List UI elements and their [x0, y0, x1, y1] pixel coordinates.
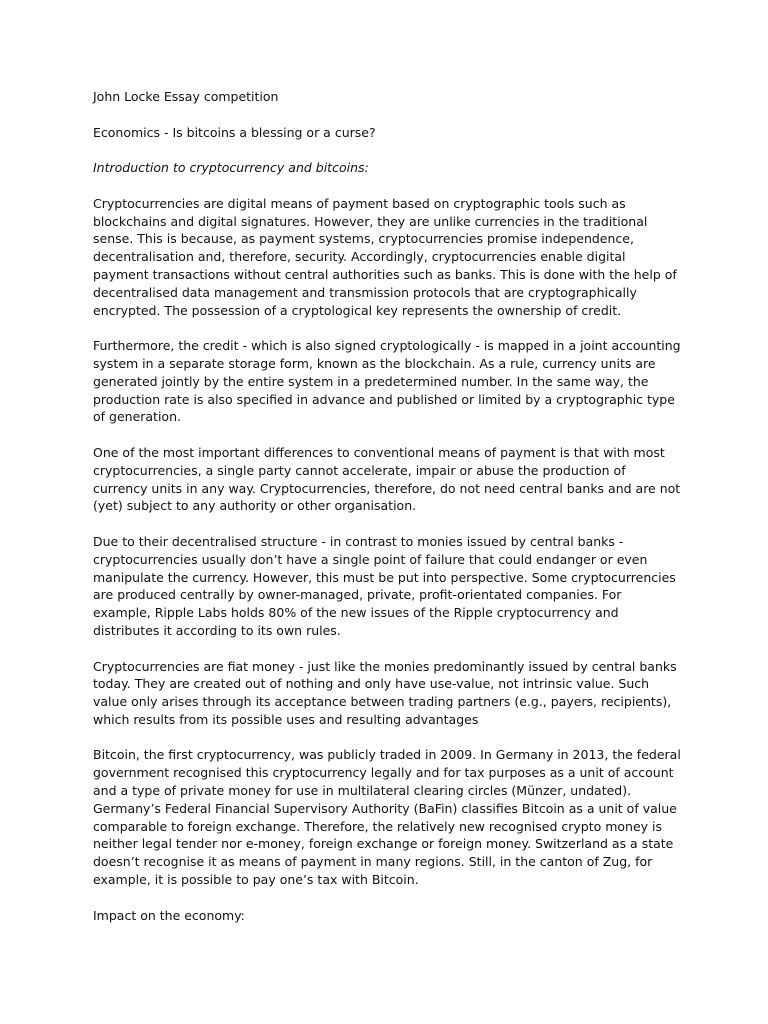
essay-title: Economics - Is bitcoins a blessing or a curse?	[93, 124, 376, 140]
impact-section-heading: Impact on the economy:	[93, 907, 245, 923]
paragraph-3: One of the most important differences to conventional means of payment is that with most cryptocurrencies, a single party cannot accelerate, impair or abuse the production of currency units in any way. Cryptocurrencies, therefore, do not need central banks and are not (yet) subject to any authority or other organisation.	[93, 444, 681, 514]
paragraph-1: Cryptocurrencies are digital means of payment based on cryptographic tools such as blockchains and digital signatures. However, they are unlike currencies in the traditional sense. This is because, as payment systems, cryptocurrencies promise independence, decentralisation and, therefore, security. Accordingly, cryptocurrencies enable digital payment transactions without central authorities such as banks. This is done with the help of decentralised data management and transmission protocols that are cryptographically encrypted. The possession of a cryptological key represents the ownership of credit.	[93, 195, 677, 318]
paragraph-2: Furthermore, the credit - which is also signed cryptologically - is mapped in a joint accounting system in a separate storage form, known as the blockchain. As a rule, currency units are generated jointly by the entire system in a predetermined number. In the same way, the production rate is also specified in advance and published or limited by a cryptographic type of generation.	[93, 338, 681, 425]
paragraph-6: Bitcoin, the first cryptocurrency, was publicly traded in 2009. In Germany in 2013, the federal government recognised this cryptocurrency legally and for tax purposes as a unit of account and a type of private money for use in multilateral clearing circles (Münzer, undated). Germany’s Federal Financial Supervisory Authority (BaFin) classifies Bitcoin as a unit of value comparable to foreign exchange. Therefore, the relatively new recognised crypto money is neither legal tender nor e-money, foreign exchange or foreign money. Switzerland as a state doesn’t recognise it as means of payment in many regions. Still, in the canton of Zug, for example, it is possible to pay one’s tax with Bitcoin.	[93, 747, 681, 888]
paragraph-5: Cryptocurrencies are fiat money - just like the monies predominantly issued by central banks today. They are created out of nothing and only have use-value, not intrinsic value. Such value only arises through its acceptance between trading partners (e.g., payers, recipients), which results from its possible uses and resulting advantages	[93, 658, 677, 727]
intro-section-heading: Introduction to cryptocurrency and bitcoins:	[93, 160, 369, 176]
paragraph-4: Due to their decentralised structure - in contrast to monies issued by central banks - cryptocurrencies usually don’t have a single point of failure that could endanger or even manipulate the currency. However, this must be put into perspective. Some cryptocurrencies are produced centrally by owner-managed, private, profit-orientated companies. For example, Ripple Labs holds 80% of the new issues of the Ripple cryptocurrency and distributes it according to its own rules.	[93, 533, 676, 638]
document-body	[93, 88, 683, 942]
competition-title: John Locke Essay competition	[93, 89, 279, 104]
